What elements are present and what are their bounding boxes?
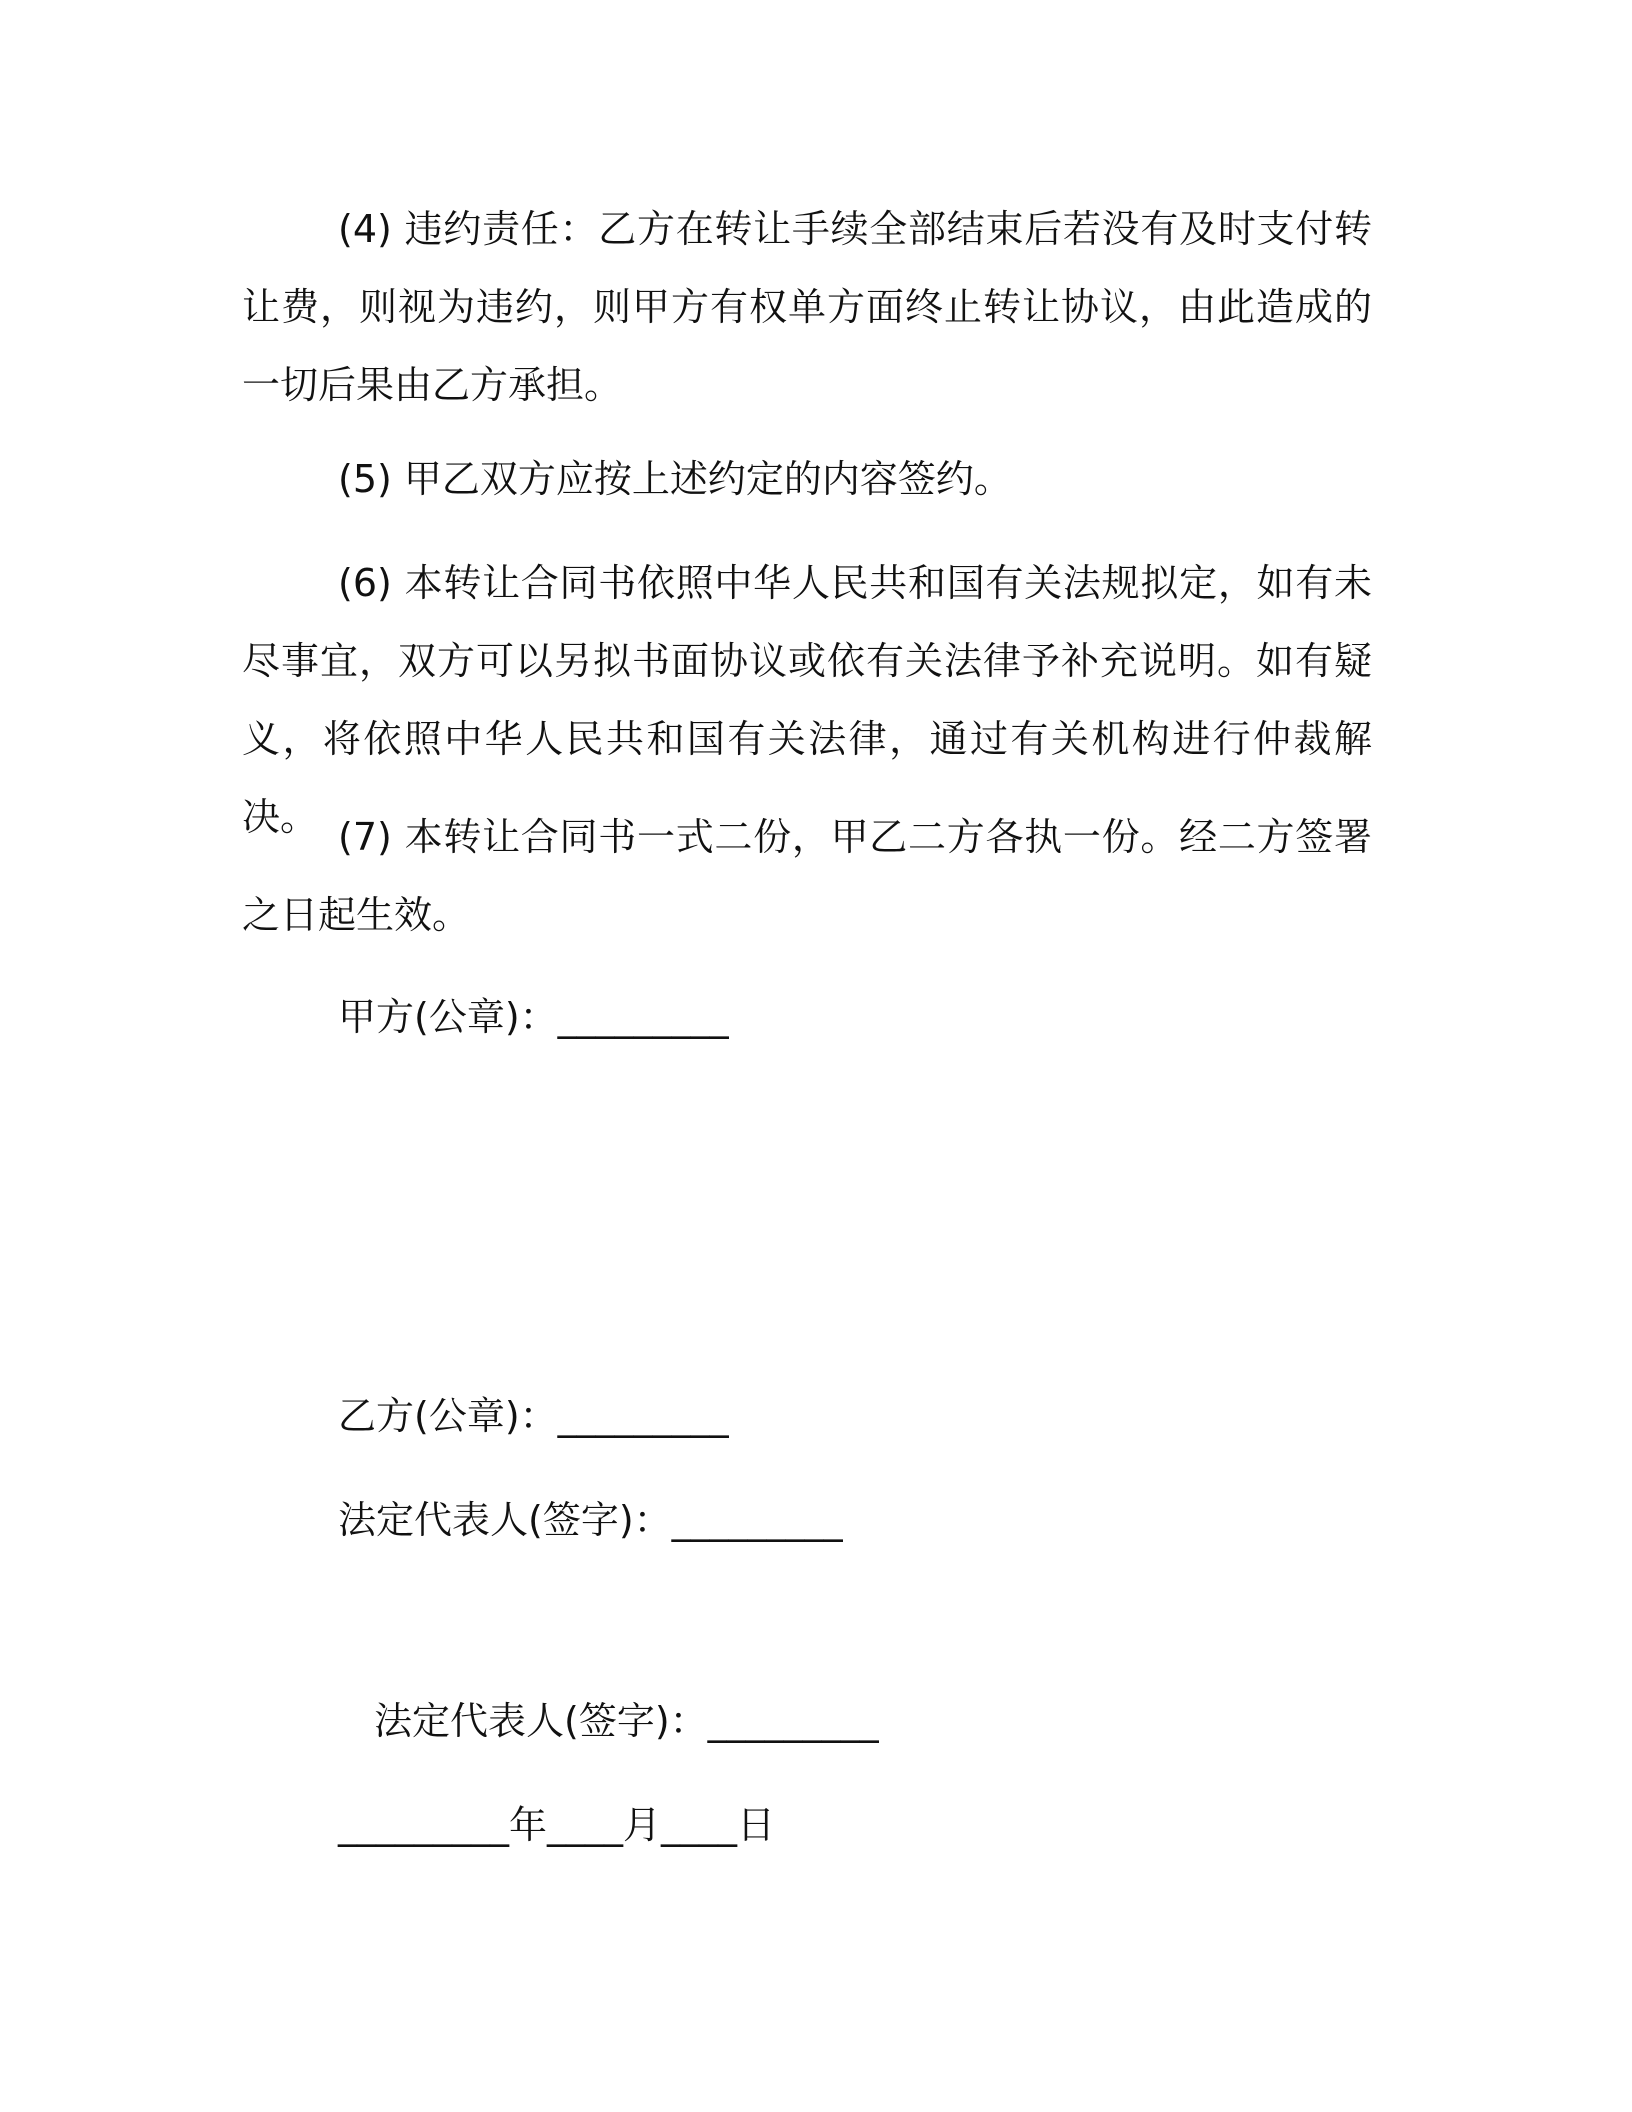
clause-5-paragraph: (5) 甲乙双方应按上述约定的内容签约。 (338, 457, 1012, 501)
legal-representative-signature-line-2: 法定代表人(签字)：_________ (374, 1699, 879, 1743)
party-b-seal-line: 乙方(公章)：_________ (338, 1394, 729, 1438)
clause-4-paragraph: (4) 违约责任：乙方在转让手续全部结束后若没有及时支付转让费，则视为违约，则甲方有权单方面终止转让协议，由此造成的一切后果由乙方承担。 (242, 207, 1372, 407)
date-line: _________年____月____日 (338, 1803, 776, 1847)
party-a-seal-line: 甲方(公章)：_________ (338, 995, 729, 1039)
clause-7-paragraph: (7) 本转让合同书一式二份，甲乙二方各执一份。经二方签署之日起生效。 (242, 815, 1372, 937)
clause-6-paragraph: (6) 本转让合同书依照中华人民共和国有关法规拟定，如有未尽事宜，双方可以另拟书面协议或依有关法律予补充说明。如有疑义，将依照中华人民共和国有关法律，通过有关机构进行仲裁解决。 (242, 561, 1372, 839)
legal-representative-signature-line: 法定代表人(签字)：_________ (338, 1498, 843, 1542)
